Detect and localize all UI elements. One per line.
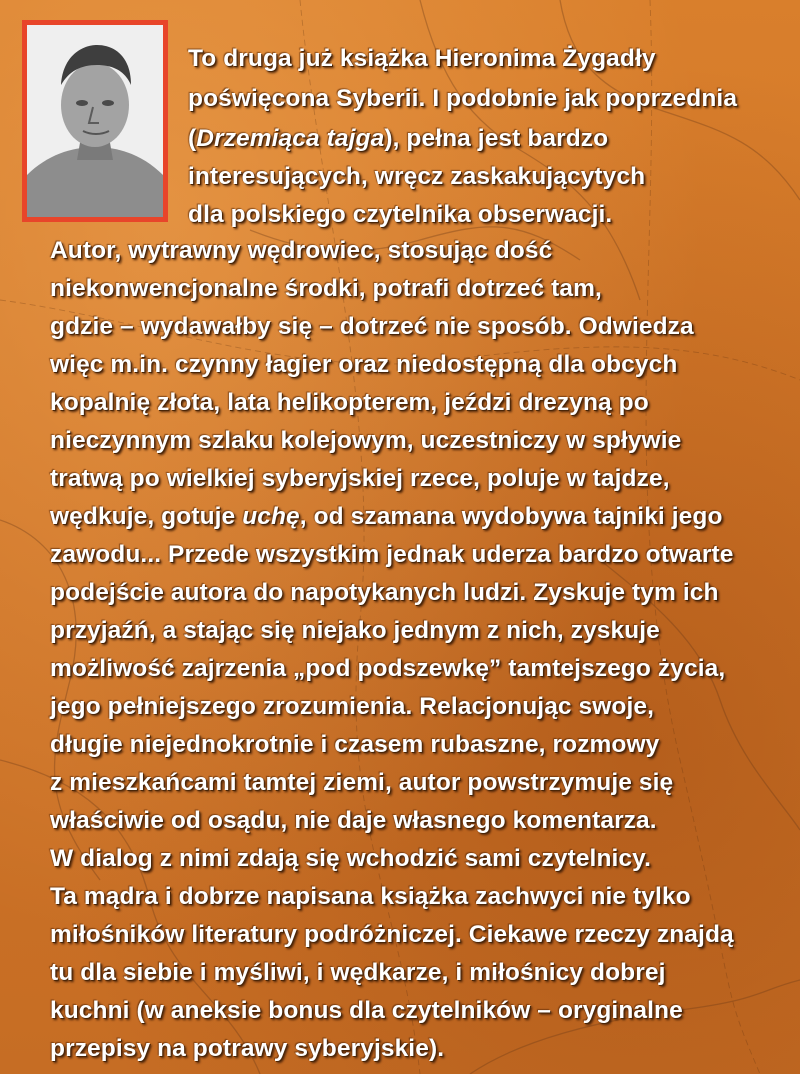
blurb-line: Ta mądra i dobrze napisana książka zachwyci nie tylko	[50, 883, 691, 910]
blurb-line: możliwość zajrzenia „pod podszewkę” tamtejszego życia,	[50, 655, 726, 682]
blurb-line: To druga już książka Hieronima Żygadły	[188, 45, 656, 72]
blurb-line: jego pełniejszego zrozumienia. Relacjonując swoje,	[50, 693, 655, 720]
blurb-line: miłośników literatury podróżniczej. Ciekawe rzeczy znajdą	[50, 921, 734, 948]
blurb-line: poświęcona Syberii. I podobnie jak poprzednia	[188, 85, 738, 112]
blurb-line	[188, 124, 608, 154]
text-span: , od szamana wydobywa tajniki jego	[299, 503, 723, 530]
blurb-line: przyjaźń, a stając się niejako jednym z nich, zyskuje	[50, 617, 660, 644]
blurb-line: długie niejednokrotnie i czasem rubaszne, rozmowy	[50, 731, 660, 758]
blurb-line: interesujących, wręcz zaskakującytych	[188, 163, 646, 190]
text-span: ), pełna jest bardzo	[384, 125, 609, 152]
book-title-italic: Drzemiąca tajga	[196, 125, 385, 152]
dish-name-italic: uchę	[242, 503, 300, 530]
blurb-line: kopalnię złota, lata helikopterem, jeździ drezyną po	[50, 389, 649, 416]
blurb-line: niekonwencjonalne środki, potrafi dotrzeć tam,	[50, 275, 602, 302]
blurb-line: gdzie – wydawałby się – dotrzeć nie sposób. Odwiedza	[50, 313, 694, 340]
blurb-line: nieczynnym szlaku kolejowym, uczestniczy w spływie	[50, 427, 682, 454]
blurb-line: przepisy na potrawy syberyjskie).	[50, 1035, 445, 1062]
text-span: (	[188, 125, 197, 152]
blurb-line: kuchni (w aneksie bonus dla czytelników – oryginalne	[50, 997, 683, 1024]
blurb-line: podejście autora do napotykanych ludzi. Zyskuje tym ich	[50, 579, 719, 606]
blurb-line: zawodu... Przede wszystkim jednak uderza bardzo otwarte	[50, 541, 734, 568]
blurb-line: dla polskiego czytelnika obserwacji.	[188, 201, 613, 228]
blurb-line: z mieszkańcami tamtej ziemi, autor powstrzymuje się	[50, 769, 674, 796]
blurb-line: tratwą po wielkiej syberyjskiej rzece, poluje w tajdze,	[50, 465, 670, 492]
blurb-line	[50, 502, 723, 532]
blurb-line: więc m.in. czynny łagier oraz niedostępną dla obcych	[50, 351, 678, 378]
blurb-line: Autor, wytrawny wędrowiec, stosując dość	[50, 237, 553, 264]
blurb-line: właściwie od osądu, nie daje własnego komentarza.	[50, 807, 657, 834]
text-span: wędkuje, gotuje	[50, 503, 243, 530]
blurb-line: W dialog z nimi zdają się wchodzić sami czytelnicy.	[50, 845, 651, 872]
blurb-line: tu dla siebie i myśliwi, i wędkarze, i miłośnicy dobrej	[50, 959, 666, 986]
